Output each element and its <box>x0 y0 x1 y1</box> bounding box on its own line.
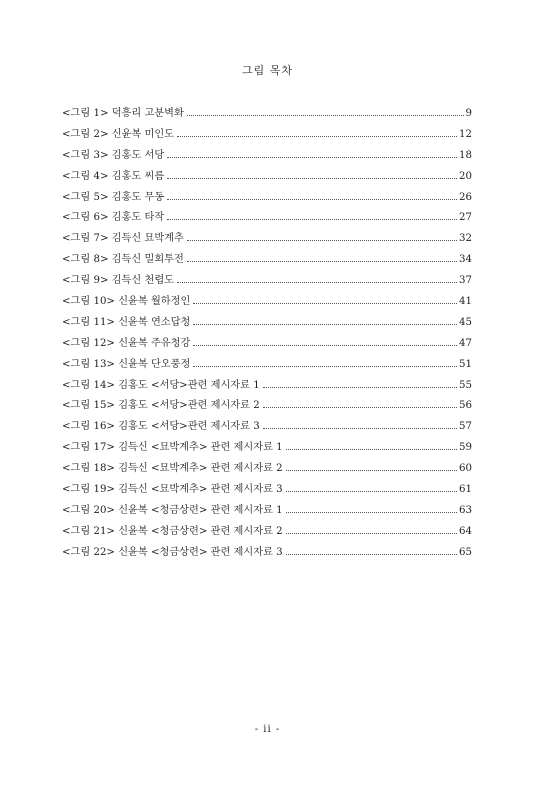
figure-list-entry[interactable] <box>62 376 472 397</box>
dot-leader <box>286 449 457 450</box>
figure-entry-page-number: 12 <box>459 128 472 140</box>
figure-entry-title: <그림 17> 김득신 <묘박계추> 관련 제시자료 1 <box>62 442 283 454</box>
figure-list-entry[interactable] <box>62 501 472 522</box>
dot-leader <box>187 261 457 262</box>
dot-leader <box>286 533 457 534</box>
figure-entry-page-number: 63 <box>459 504 472 516</box>
figure-entry-title: <그림 13> 신윤복 단오풍정 <box>62 358 191 370</box>
figure-entry-title: <그림 5> 김홍도 무동 <box>62 191 165 203</box>
figure-entry-title: <그림 16> 김홍도 <서당>관련 제시자료 3 <box>62 421 260 433</box>
figure-entry-page-number: 32 <box>459 233 472 245</box>
figure-entry-page-number: 56 <box>459 400 472 412</box>
figure-entry-page-number: 37 <box>459 275 472 287</box>
figure-entry-page-number: 57 <box>459 421 472 433</box>
dot-leader <box>193 303 457 304</box>
figure-entry-title: <그림 18> 김득신 <묘박계추> 관련 제시자료 2 <box>62 463 283 475</box>
figure-entry-title: <그림 1> 덕흥리 고분벽화 <box>62 108 184 119</box>
figure-list-entry[interactable] <box>62 146 472 167</box>
figure-entry-page-number: 45 <box>459 316 472 328</box>
figure-entry-title: <그림 10> 신윤복 월하정인 <box>62 296 191 308</box>
figure-entry-page-number: 65 <box>459 546 472 558</box>
figure-list-entry[interactable] <box>62 543 472 564</box>
figure-list-entry[interactable] <box>62 271 472 292</box>
figure-entry-page-number: 59 <box>459 442 472 454</box>
figure-entry-page-number: 47 <box>459 337 472 349</box>
figure-entry-page-number: 64 <box>459 525 472 537</box>
figure-entry-title: <그림 2> 신윤복 미인도 <box>62 128 174 140</box>
dot-leader <box>193 345 457 346</box>
figure-entry-title: <그림 8> 김득신 밀회투전 <box>62 254 184 266</box>
figure-list-entry[interactable] <box>62 480 472 501</box>
figure-entry-title: <그림 9> 김득신 천렵도 <box>62 275 174 287</box>
figure-entry-title: <그림 15> 김홍도 <서당>관련 제시자료 2 <box>62 400 260 412</box>
figure-entry-page-number: 20 <box>459 170 472 182</box>
figure-list-entry[interactable] <box>62 188 472 209</box>
figure-entry-title: <그림 14> 김홍도 <서당>관련 제시자료 1 <box>62 379 260 391</box>
figure-entry-page-number: 26 <box>459 191 472 203</box>
dot-leader <box>177 136 457 137</box>
figure-list-entry[interactable] <box>62 396 472 417</box>
figure-list-entry[interactable] <box>62 208 472 229</box>
figure-entry-page-number: 9 <box>465 108 472 119</box>
figure-entry-title: <그림 7> 김득신 묘박계추 <box>62 233 184 245</box>
dot-leader <box>193 366 457 367</box>
dot-leader <box>263 428 457 429</box>
dot-leader <box>286 491 457 492</box>
figure-entry-page-number: 18 <box>459 149 472 161</box>
figure-list-entry[interactable] <box>62 167 472 188</box>
figure-list-entry[interactable] <box>62 292 472 313</box>
figure-list-entry[interactable] <box>62 355 472 376</box>
figure-entry-page-number: 51 <box>459 358 472 370</box>
dot-leader <box>193 324 457 325</box>
figure-list-entry[interactable] <box>62 125 472 146</box>
dot-leader <box>167 199 457 200</box>
dot-leader <box>263 387 457 388</box>
figure-list-entry[interactable] <box>62 459 472 480</box>
figure-entry-page-number: 27 <box>459 212 472 224</box>
figure-list-entry[interactable] <box>62 313 472 334</box>
dot-leader <box>177 282 457 283</box>
dot-leader <box>167 219 457 220</box>
figure-entry-title: <그림 11> 신윤복 연소답청 <box>62 316 191 328</box>
figure-entry-page-number: 60 <box>459 463 472 475</box>
figure-list-entry[interactable] <box>62 334 472 355</box>
figure-entry-title: <그림 21> 신윤복 <청금상련> 관련 제시자료 2 <box>62 525 283 537</box>
figure-list-entry[interactable] <box>62 438 472 459</box>
dot-leader <box>187 240 457 241</box>
figure-entry-title: <그림 22> 신윤복 <청금상련> 관련 제시자료 3 <box>62 546 283 558</box>
figure-list-entry[interactable] <box>62 522 472 543</box>
dot-leader <box>286 470 457 471</box>
figure-entry-title: <그림 6> 김홍도 타작 <box>62 212 165 224</box>
dot-leader <box>187 115 464 116</box>
dot-leader <box>286 512 457 513</box>
figure-list-entry[interactable] <box>62 104 472 125</box>
figure-list-entry[interactable] <box>62 229 472 250</box>
figure-entry-title: <그림 3> 김홍도 서당 <box>62 149 165 161</box>
figure-entry-page-number: 41 <box>459 296 472 308</box>
page-title: 그림 목차 <box>241 64 293 77</box>
dot-leader <box>286 554 457 555</box>
figure-entry-title: <그림 12> 신윤복 주유청강 <box>62 337 191 349</box>
page-number: - ii - <box>254 724 281 735</box>
figure-list <box>62 104 472 564</box>
dot-leader <box>263 407 457 408</box>
dot-leader <box>167 157 457 158</box>
figure-entry-title: <그림 20> 신윤복 <청금상련> 관련 제시자료 1 <box>62 504 283 516</box>
figure-list-entry[interactable] <box>62 417 472 438</box>
figure-entry-title: <그림 4> 김홍도 씨름 <box>62 170 165 182</box>
figure-entry-page-number: 55 <box>459 379 472 391</box>
dot-leader <box>167 178 457 179</box>
figure-entry-page-number: 61 <box>459 484 472 496</box>
figure-entry-page-number: 34 <box>459 254 472 266</box>
figure-entry-title: <그림 19> 김득신 <묘박계추> 관련 제시자료 3 <box>62 484 283 496</box>
figure-list-entry[interactable] <box>62 250 472 271</box>
